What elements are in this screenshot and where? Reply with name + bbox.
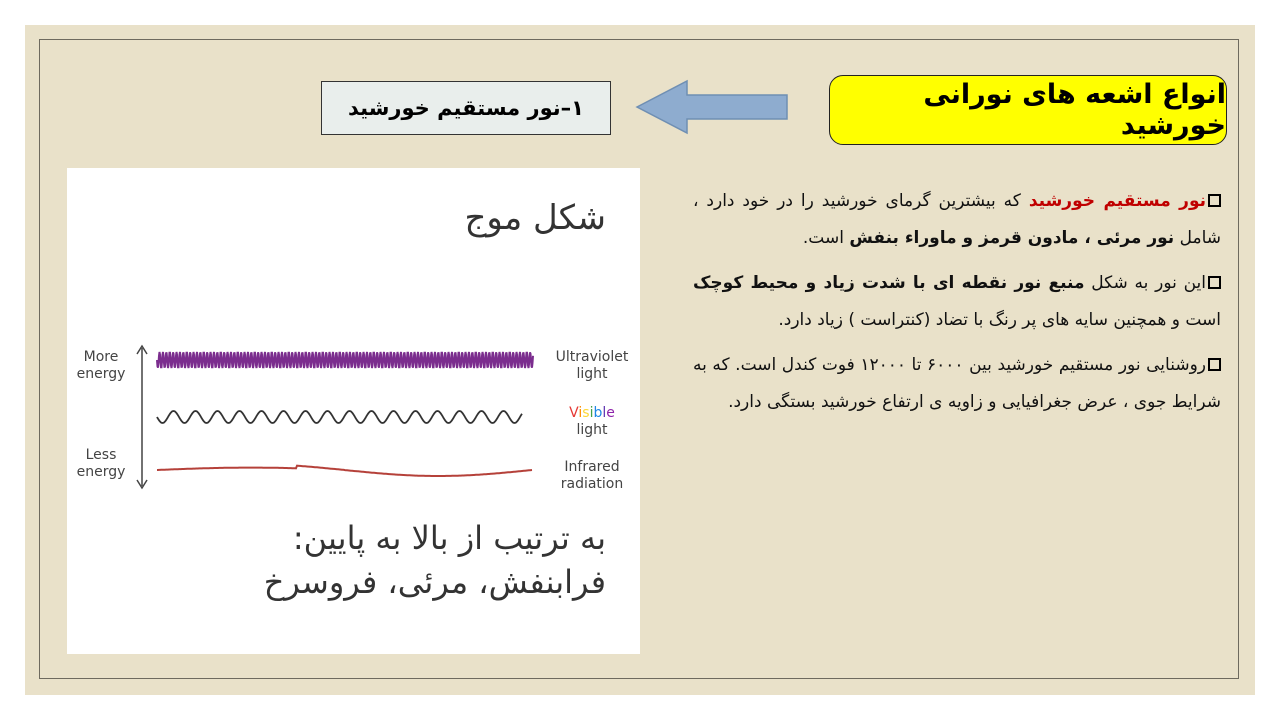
visible-label: Visible light (546, 405, 638, 439)
body-text (693, 183, 1221, 429)
paragraph-1: نور مستقیم خورشید که بیشترین گرمای خورشید را در خود دارد ، شامل نور مرئی ، مادون قرمز و ماوراء بنفش است. (693, 191, 1221, 248)
less-energy-label: Less energy (76, 447, 126, 480)
slide (25, 25, 1255, 695)
visible-letter: l (602, 405, 607, 421)
visible-word (546, 405, 638, 422)
visible-letter: s (582, 405, 590, 421)
more-energy-label: More energy (76, 349, 126, 382)
checkbox-bullet-icon (1208, 194, 1221, 207)
paragraph-2: این نور به شکل منبع نور نقطه ای با شدت زیاد و محیط کوچک است و همچنین سایه های پر رنگ با تضاد (کنتراست ) زیاد دارد. (693, 273, 1221, 330)
checkbox-bullet-icon (1208, 358, 1221, 371)
subtitle-box (321, 81, 611, 135)
slide-title-box (829, 75, 1227, 145)
visible-wave (157, 411, 522, 423)
figure-title: شکل موج (464, 198, 606, 238)
visible-letter: i (589, 405, 594, 421)
visible-letter: V (569, 405, 579, 421)
checkbox-bullet-icon (1208, 276, 1221, 289)
left-arrow-icon (635, 79, 803, 135)
energy-axis-arrow (137, 346, 147, 488)
visible-letter: e (606, 405, 615, 421)
visible-letter: b (593, 405, 603, 421)
paragraph-3: روشنایی نور مستقیم خورشید بین ۶۰۰۰ تا ۱۲۰۰۰ فوت کندل است. که به شرایط جوی ، عرض جغرافیایی و زاویه ی ارتفاع خورشید بستگی دارد. (693, 355, 1221, 412)
visible-letter: i (578, 405, 583, 421)
figure-caption: به ترتیب از بالا به پایین: فرابنفش، مرئی، فروسرخ (263, 519, 606, 601)
infrared-wave (157, 466, 532, 476)
ultraviolet-label: Ultraviolet light (555, 349, 629, 382)
infrared-label: Infrared radiation (560, 459, 624, 492)
waveform-figure (67, 168, 640, 654)
subtitle: ۱–نور مستقیم خورشید (348, 96, 584, 120)
slide-title: انواع اشعه های نورانی خورشید (923, 79, 1226, 141)
ultraviolet-wave (157, 352, 533, 368)
